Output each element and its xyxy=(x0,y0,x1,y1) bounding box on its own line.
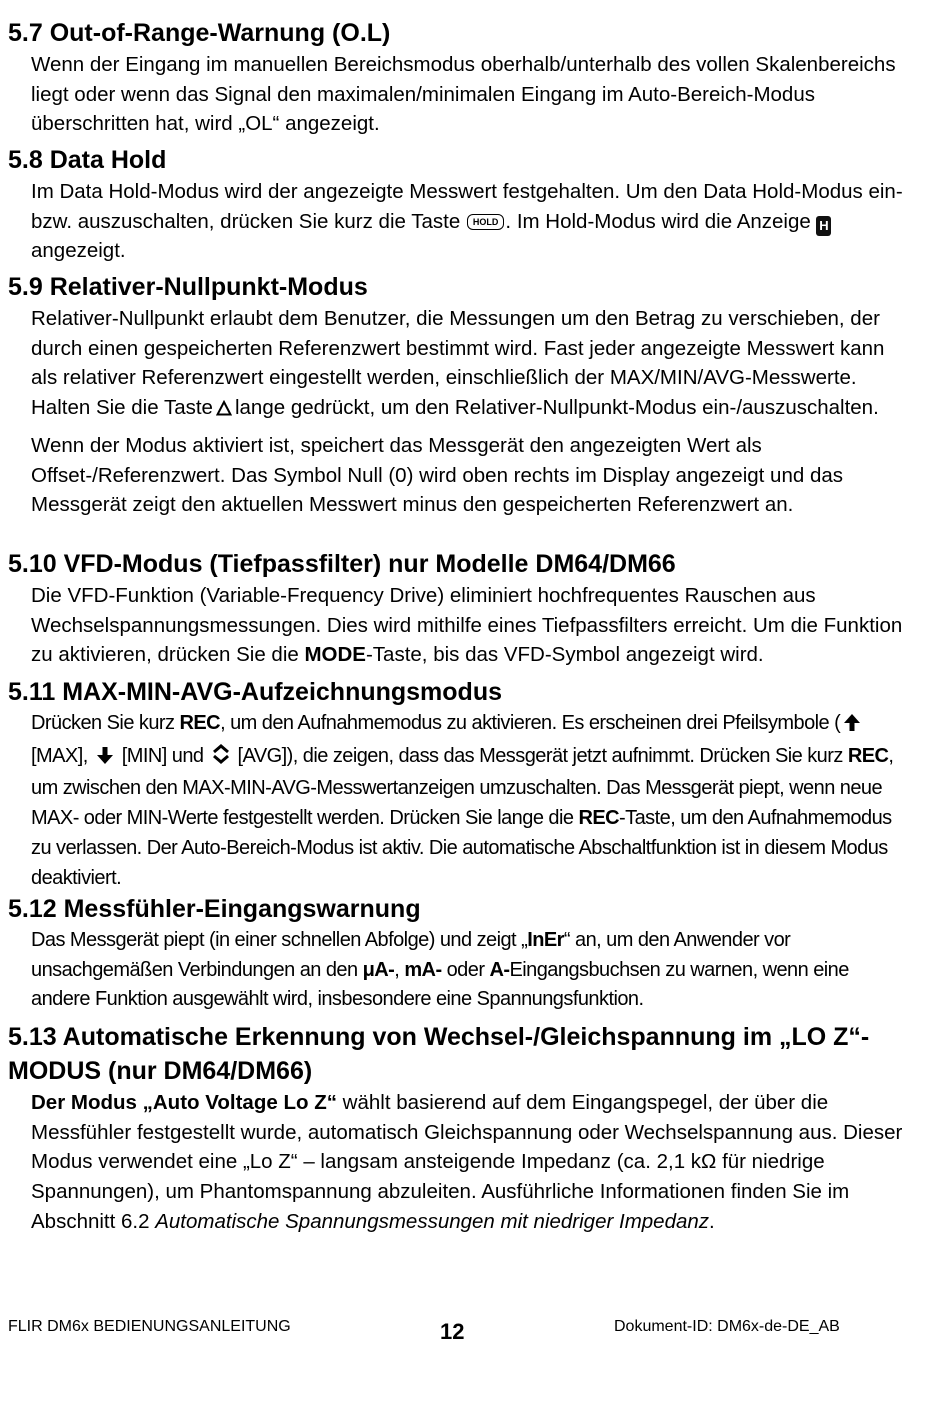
section-reference: Automatische Spannungsmessungen mit niedriger Impedanz xyxy=(155,1209,710,1233)
section-5-8 xyxy=(0,143,950,266)
hold-display-icon: H xyxy=(816,216,831,236)
section-text-2: Wenn der Modus aktiviert ist, speichert das Messgerät den angezeigten Wert als Offset-/Referenzwert. Das Symbol Null (0) wird oben rechts im Display angezeigt und das Messgerät zeigt den aktuellen Messwert minus den gespeicherten Referenzwert an. xyxy=(31,433,843,517)
text-run: Die VFD-Funktion (Variable-Frequency Drive) eliminiert hochfrequentes Rauschen aus Wechselspannungsmessungen. Dies wird mithilfe eines Tiefpassfilters erreicht. Um die Funktion zu aktivieren, drücken Sie die xyxy=(31,584,903,667)
text-run: oder xyxy=(446,958,485,981)
footer-manual-title: FLIR DM6x BEDIENUNGSANLEITUNG xyxy=(8,1318,291,1335)
mode-name: Der Modus „Auto Voltage Lo Z“ xyxy=(31,1091,337,1114)
arrow-down-icon xyxy=(95,745,115,775)
error-code: InEr xyxy=(527,929,564,951)
mode-key-label: MODE xyxy=(304,643,366,667)
rec-key-label: REC xyxy=(847,744,889,767)
section-5-13 xyxy=(0,1020,950,1237)
section-text xyxy=(31,1088,911,1237)
page-number: 12 xyxy=(440,1319,465,1344)
arrow-up-icon xyxy=(842,712,862,742)
hold-key-icon: HOLD xyxy=(467,214,505,230)
section-text xyxy=(31,926,911,1015)
text-run: wählt basierend auf dem Eingangspegel, der über die Messfühler festgestellt wurde, automatisch Gleichspannung oder Wechselspannung aus. Dieser Modus verwendet eine „Lo Z“ – langsam ansteigende Impedanz (ca. 2,1 kΩ für niedrige Spannungen), um Phantomspannung abzuleiten. Ausführliche Informationen finden Sie im Abschnitt 6.2 xyxy=(31,1091,903,1233)
section-heading: 5.11 MAX-MIN-AVG-Aufzeichnungsmodus xyxy=(8,678,503,706)
section-text xyxy=(31,581,911,670)
text-run: . Im Hold-Modus wird die Anzeige xyxy=(505,209,811,233)
section-5-10 xyxy=(0,547,950,670)
jack-label: μA- xyxy=(362,958,395,981)
rec-key-label: REC xyxy=(179,712,221,734)
section-5-7 xyxy=(0,16,950,139)
text-run: . xyxy=(709,1209,715,1233)
section-5-11 xyxy=(0,675,950,893)
text-run: angezeigt. xyxy=(31,239,126,263)
text-run: Das Messgerät piept (in einer schnellen Abfolge) und zeigt „ xyxy=(31,929,528,951)
section-heading: 5.7 Out-of-Range-Warnung (O.L) xyxy=(8,19,391,47)
text-run: Eingangsbuchsen zu warnen, wenn eine andere Funktion ausgewählt wird, insbesondere eine Spannungsfunktion. xyxy=(31,958,849,1011)
jack-label: mA- xyxy=(404,958,442,981)
section-text xyxy=(31,304,911,425)
text-run: Relativer-Nullpunkt erlaubt dem Benutzer, die Messungen um den Betrag zu verschieben, der durch einen gespeicherten Referenzwert bestimmt wird. Fast jeder angezeigte Messwert kann als relativer Referenzwert eingestellt werden, einschließlich der MAX/MIN/AVG-Messwerte. Halten Sie die Taste xyxy=(31,307,885,420)
section-heading: 5.13 Automatische Erkennung von Wechsel-/Gleichspannung im „LO Z“-MODUS (nur DM64/DM66) xyxy=(8,1023,870,1085)
section-5-12 xyxy=(0,892,950,1015)
text-run: [AVG]), die zeigen, dass das Messgerät jetzt aufnimmt. Drücken Sie kurz xyxy=(237,744,843,767)
rec-key-label: REC xyxy=(578,807,620,830)
text-run: -Taste, bis das VFD-Symbol angezeigt wird. xyxy=(365,643,764,667)
text-run: Im Data Hold-Modus wird der angezeigte Messwert festgehalten. Um den Data Hold-Modus ein- bzw. auszuschalten, drücken Sie kurz die Taste xyxy=(31,180,903,233)
text-run: [MIN] und xyxy=(121,744,204,767)
jack-label: A- xyxy=(489,958,510,981)
chevron-up-down-icon xyxy=(211,743,231,775)
text-run: Drücken Sie kurz xyxy=(31,712,175,734)
text-run: , xyxy=(394,958,400,981)
text-run: -Taste, um den Aufnahmemodus zu verlassen. Der Auto-Bereich-Modus ist aktiv. Die automatische Abschaltfunktion ist in diesem Modus deaktiviert. xyxy=(31,807,892,889)
text-run: , um den Aufnahmemodus zu aktivieren. Es erscheinen drei Pfeilsymbole ( xyxy=(220,712,841,734)
footer-document-id: Dokument-ID: DM6x-de-DE_AB xyxy=(614,1318,840,1335)
text-run: [MAX], xyxy=(31,744,88,767)
text-run: , um zwischen den MAX-MIN-AVG-Messwertanzeigen umzuschalten. Das Messgerät piept, wenn neue MAX- oder MIN-Werte festgestellt werden. Drücken Sie lange die xyxy=(31,744,894,830)
section-text xyxy=(31,709,911,893)
page-footer xyxy=(0,1316,950,1346)
section-heading: 5.12 Messfühler-Eingangswarnung xyxy=(8,895,421,923)
section-heading: 5.10 VFD-Modus (Tiefpassfilter) nur Modelle DM64/DM66 xyxy=(8,550,676,578)
section-text xyxy=(31,177,911,266)
delta-icon xyxy=(216,395,232,425)
section-heading: 5.8 Data Hold xyxy=(8,146,167,174)
text-run: lange gedrückt, um den Relativer-Nullpunkt-Modus ein-/auszuschalten. xyxy=(234,396,879,420)
text-run: “ an, um den Anwender vor unsachgemäßen Verbindungen an den xyxy=(31,929,791,981)
section-text: Wenn der Eingang im manuellen Bereichsmodus oberhalb/unterhalb des vollen Skalenbereichs liegt oder wenn das Signal den maximalen/minimalen Eingang im Auto-Bereich-Modus überschritten hat, wird „OL“ angezeigt. xyxy=(31,53,896,136)
section-5-9 xyxy=(0,270,950,520)
section-heading: 5.9 Relativer-Nullpunkt-Modus xyxy=(8,273,368,301)
